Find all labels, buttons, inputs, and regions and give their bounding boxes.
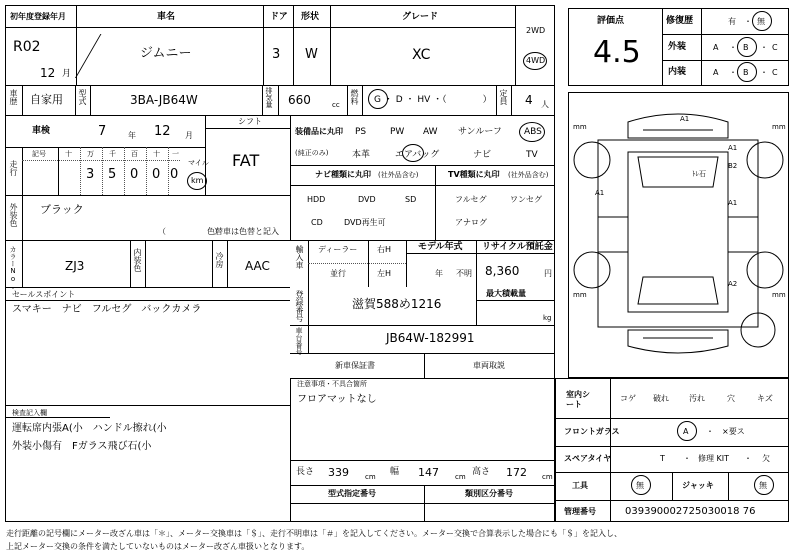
equip-abs: ABS [524, 127, 542, 137]
spare-missing: 欠 [762, 454, 770, 463]
color-no-value: ZJ3 [65, 259, 85, 273]
inspection-year: 7 [98, 124, 107, 139]
equip-leather: 本革 [352, 150, 371, 160]
mileage-digit-4: 0 [170, 167, 179, 182]
mileage-digit-1: 5 [108, 167, 117, 182]
type-designation-label: 型式指定番号 [328, 489, 376, 498]
spare-t: T [660, 454, 665, 463]
fuel-label: 燃料 [350, 89, 359, 105]
interior-label: 内装 [668, 67, 687, 77]
footer-line2: 上記メーター交換の条件を満たしていないものはメーター改ざん車扱いとなります。 [6, 542, 310, 551]
equip-pw: PW [390, 127, 405, 137]
inspection-label: 車検 [32, 126, 51, 136]
length-value: 339 [328, 466, 349, 479]
notes-label: 注意事項・不具合箇所 [297, 380, 367, 388]
equip-ps: PS [355, 127, 367, 137]
footer-line1: 走行距離の記号欄にメーター改ざん車は「＊」、メーター交換車は「＄」、走行不明車は「＃」を記入してください。メーター交換で合算表示した場合にも「＄」を記入し、 [6, 529, 622, 538]
ac-value: AAC [245, 259, 270, 273]
mileage-label: 走行 [9, 160, 18, 176]
drive-4wd: 4WD [526, 56, 546, 65]
damage-chip: ﾄﾚ石 [692, 170, 706, 178]
score-label: 評価点 [597, 16, 625, 26]
damage-a1-top: A1 [680, 115, 690, 123]
mgmt-value: 039390002725030018 76 [625, 506, 756, 517]
damage-a1-left: A1 [595, 189, 605, 197]
inspector-line1: 運転席内張A(小 ハンドル擦れ(小 [12, 423, 167, 434]
unit-mile: マイル [188, 159, 209, 167]
color-label: 外装色 [9, 203, 18, 227]
grade-label: グレード [402, 12, 439, 22]
cc-unit: cc [332, 101, 340, 109]
tv-label-sub: (社外品含む) [508, 171, 549, 179]
color-note: 色替車は色替と記入 [207, 227, 279, 236]
equip-sunroof: サンルーフ [458, 127, 502, 137]
navi-label: ナビ種類に丸印 [315, 170, 371, 179]
ext-b: B [743, 43, 749, 52]
mm-tr: mm [772, 123, 786, 131]
doors-label: ドア [270, 12, 288, 22]
import-parallel: 並行 [330, 269, 346, 278]
warranty-new-car: 新車保証書 [335, 361, 375, 370]
model-year-unknown: 不明 [456, 269, 472, 278]
doors: 3 [272, 47, 281, 62]
equip-aw: AW [423, 127, 438, 137]
tv-label: TV種類に丸印 [448, 170, 500, 179]
jack-value: 無 [759, 481, 767, 490]
usage-label: 車歴 [9, 89, 18, 105]
capacity-unit: 人 [541, 100, 549, 109]
type-label: 型式 [78, 89, 87, 105]
car-diagram [568, 92, 789, 378]
int-b: B [743, 68, 749, 77]
spare-dot2: ・ [744, 454, 752, 463]
int-dot2: ・ [760, 68, 768, 77]
class-label: 類別区分番号 [465, 489, 513, 498]
chassis-label: 車台番号 [295, 327, 303, 355]
mileage-digit-0: 3 [86, 167, 95, 182]
mm-tl: mm [573, 123, 587, 131]
navi-dvd-play: DVD再生可 [344, 218, 386, 227]
mileage-digit-2: 0 [130, 167, 139, 182]
digit-label-3: 百 [131, 150, 138, 158]
damage-b2: B2 [728, 162, 738, 170]
equipment-label: 装備品に丸印 [295, 127, 343, 136]
reg-month: 12 [40, 66, 56, 80]
repair-dot: ・ [744, 17, 752, 26]
width-unit: cm [455, 473, 466, 481]
unit-km: km [191, 176, 204, 185]
shift-value: FAT [232, 151, 260, 170]
notes-text: フロアマットなし [297, 394, 377, 405]
tools-label: 工具 [572, 481, 588, 490]
interior-seat-label: 室内シート [566, 390, 590, 409]
seat-opt-0: コゲ [620, 394, 636, 403]
body-type-label: 形状 [301, 12, 320, 22]
import-label: 輸入車 [295, 245, 304, 269]
color-note-paren: （ ） [158, 227, 222, 236]
tv-oneseg: ワンセグ [510, 195, 542, 204]
inspector-line2: 外装小傷有 Fガラス飛び石(小 [12, 441, 152, 452]
height-value: 172 [506, 466, 527, 479]
width-label: 幅 [390, 467, 400, 477]
navi-label-sub: (社外品含む) [378, 171, 419, 179]
tv-fullseg: フルセグ [455, 195, 487, 204]
capacity: 4 [525, 93, 533, 107]
navi-hdd: HDD [307, 195, 326, 204]
digit-label-4: 十 [153, 150, 160, 158]
model-code: 3BA-JB64W [130, 93, 198, 107]
first-reg-label: 初年度登録年月 [10, 12, 66, 21]
repair-none: 無 [757, 17, 765, 26]
import-dealer: ディーラー [318, 245, 358, 254]
max-load-unit: kg [543, 314, 552, 322]
height-unit: cm [542, 473, 553, 481]
displacement: 660 [288, 93, 311, 107]
mm-br: mm [772, 291, 786, 299]
inspection-month-unit: 月 [185, 131, 193, 140]
recycle-unit: 円 [544, 269, 552, 278]
sales-points-text: スマキー ナビ フルセグ バックカメラ [12, 304, 202, 315]
equip-navi: ナビ [473, 150, 492, 160]
interior-color-label: 内装色 [133, 248, 142, 272]
body-type: W [305, 47, 318, 62]
recycle-value: 8,360 [485, 264, 520, 278]
mileage-digit-3: 0 [152, 167, 161, 182]
max-load-label: 最大積載量 [486, 289, 526, 298]
recycle-label: リサイクル預託金 [482, 242, 553, 252]
inspection-year-unit: 年 [128, 131, 136, 140]
chassis-value: JB64W-182991 [386, 331, 475, 345]
length-unit: cm [365, 473, 376, 481]
tools-value: 無 [636, 481, 644, 490]
int-c: C [772, 68, 778, 77]
color-no-label: カラーNo. [9, 246, 17, 291]
displacement-label: 排気量 [265, 87, 273, 108]
windshield-a: A [683, 427, 689, 436]
repair-label: 修復歴 [666, 16, 694, 26]
ext-a: A [713, 43, 719, 52]
seat-opt-3: 穴 [727, 394, 735, 403]
int-dot1: ・ [729, 68, 737, 77]
usage: 自家用 [30, 93, 63, 106]
seat-opt-4: キズ [757, 394, 773, 403]
model-name: ジムニー [140, 46, 192, 61]
mileage-symbol-label: 記号 [32, 150, 46, 158]
navi-cd: CD [311, 218, 323, 227]
digit-label-1: 万 [87, 150, 94, 158]
equip-tv: TV [526, 150, 538, 160]
seat-opt-2: 汚れ [689, 394, 705, 403]
mm-bl: mm [573, 291, 587, 299]
ext-c: C [772, 43, 778, 52]
ac-label: 冷房 [215, 252, 224, 268]
inspector-label: 検査記入欄 [12, 409, 47, 417]
equipment-sub: (純正のみ) [295, 149, 329, 157]
inspection-month: 12 [154, 124, 171, 139]
digit-label-2: 千 [109, 150, 116, 158]
model-year-label: モデル年式 [418, 242, 463, 252]
capacity-label: 定員 [499, 89, 508, 105]
jack-label: ジャッキ [682, 481, 714, 490]
navi-sd: SD [405, 195, 417, 204]
mgmt-label: 管理番号 [564, 507, 596, 516]
ext-dot2: ・ [760, 43, 768, 52]
repair-yes: 有 [728, 17, 736, 26]
model-year-unit: 年 [435, 269, 443, 278]
registration-label: 登録番号 [295, 290, 304, 322]
registration-value: 滋賀588め1216 [352, 297, 442, 311]
windshield-repair: ×要ス [722, 427, 745, 436]
height-label: 高さ [472, 467, 491, 477]
ext-dot1: ・ [729, 43, 737, 52]
warranty-manual: 車両取説 [473, 361, 505, 370]
digit-label-0: 十 [65, 150, 72, 158]
digit-label-5: 一 [172, 150, 179, 158]
color-value: ブラック [40, 203, 84, 216]
import-left-h: 左H [377, 269, 392, 278]
grade: XC [412, 47, 431, 63]
spare-kit: 修理 KIT [698, 454, 730, 463]
exterior-label: 外装 [668, 42, 687, 52]
reg-month-unit: 月 [62, 69, 72, 79]
fuel-options: G ・ D ・ HV ・（ ） [374, 95, 492, 105]
damage-a2: A2 [728, 280, 738, 288]
length-label: 長さ [296, 467, 315, 477]
seat-opt-1: 破れ [653, 394, 669, 403]
score-value: 4.5 [593, 35, 641, 70]
windshield-label: フロントガラス [564, 427, 620, 436]
shift-label: シフト [238, 117, 262, 126]
equip-airbag: エアバッグ [395, 150, 440, 160]
era-year: R02 [13, 39, 41, 55]
model-name-label: 車名 [157, 12, 176, 22]
drive-2wd: 2WD [526, 26, 546, 35]
import-right-h: 右H [377, 245, 392, 254]
spare-tire-label: スペアタイヤ [564, 454, 612, 463]
windshield-dot: ・ [706, 427, 714, 436]
damage-a1-right2: A1 [728, 199, 738, 207]
navi-dvd: DVD [358, 195, 376, 204]
sales-points-label: セールスポイント [12, 290, 76, 299]
tv-analog: アナログ [455, 218, 487, 227]
spare-dot1: ・ [683, 454, 691, 463]
int-a: A [713, 68, 719, 77]
damage-a1-right: A1 [728, 144, 738, 152]
width-value: 147 [418, 466, 439, 479]
